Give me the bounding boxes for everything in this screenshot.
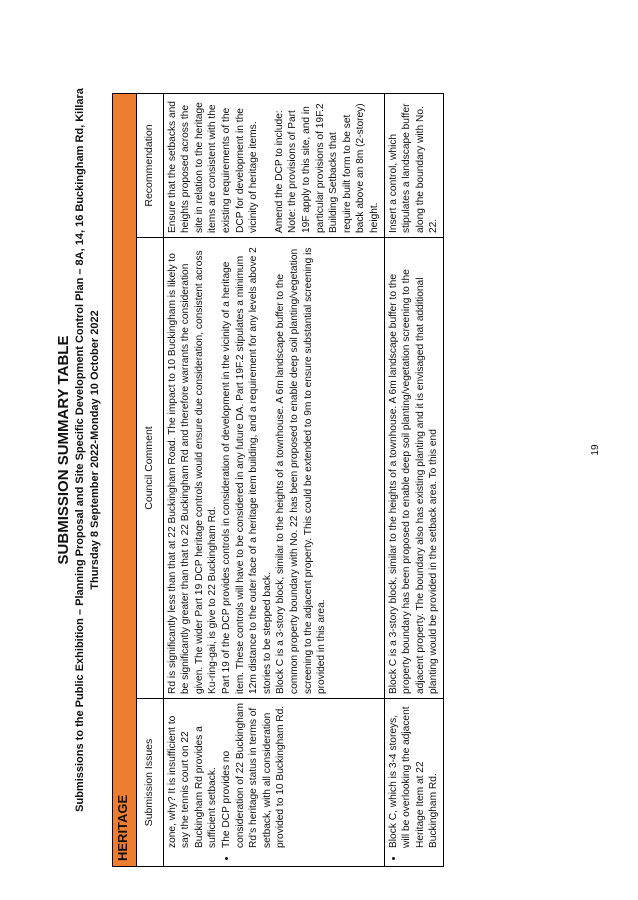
- exhibition-dates: Thursday 8 September 2022-Monday 10 October 2022: [89, 310, 101, 590]
- comment-cell: [384, 238, 443, 699]
- comment-paragraph: Block C is a 3-story block, similar to the heights of a townhouse. A 6m landscape buffer to the property boundary has been proposed to enable deep soil planting/vegetation screening to the adjacent property. The boundary also has existing planting and it is envisaged that additional planting would be provided in the setback area. To this end: [387, 269, 440, 694]
- page-title: SUBMISSION SUMMARY TABLE: [55, 335, 72, 565]
- recommendation-paragraph: Amend the DCP to include:: [273, 110, 285, 233]
- recommendation-cell: [163, 93, 384, 237]
- issue-cell: [163, 699, 384, 867]
- recommendation-paragraph: Ensure that the setbacks and heights proposed across the site in relation to the heritage items are consistent with the existing requirements of the DCP for development in the vicinity of heritage items.: [166, 101, 260, 233]
- submission-table: [112, 93, 444, 867]
- recommendation-paragraph: Note: the provisions of Part 19F apply to this site, and in particular provisions of 19F.2 Building Setbacks that require built form to be set back above an 8m (2-storey) height.: [287, 103, 380, 233]
- issue-bullet: • The DCP provides no consideration of 22 Buckingham Rd’s heritage status in terms of setback, with all consideration provided to 10 Buckingham Rd.: [220, 703, 288, 848]
- section-heading: HERITAGE: [113, 93, 137, 866]
- recommendation-paragraph: Insert a control, which stipulates a landscape buffer along the boundary with No. 22.: [387, 103, 440, 233]
- section-row: [113, 93, 137, 866]
- col-council-comment: Council Comment: [137, 238, 164, 699]
- issue-cell: [384, 699, 443, 867]
- col-recommendation: Recommendation: [137, 93, 164, 237]
- col-submission-issues: Submission Issues: [137, 699, 164, 867]
- header-row: [137, 93, 164, 866]
- page-number: 19: [590, 444, 601, 456]
- comment-cell: [163, 238, 384, 699]
- comment-paragraph: Block C is a 3-story block, similar to the heights of a townhouse. A 6m landscape buffer to the common property boundary with No. 22 has been proposed to enable deep soil planting/vegetation screening to the adjacent property. This could be extended to 9m to ensure substantial screening is provided in this area.: [275, 247, 328, 694]
- page-subtitle: Submissions to the Public Exhibition – Planning Proposal and Site Specific Development Control Plan – 8A, 14, 16 Buckingham Rd, Killara: [74, 88, 86, 812]
- table-row: [384, 93, 443, 866]
- comment-paragraph: Rd is significantly less than that at 22 Buckingham Road. The impact to 10 Buckingham is likely to be significantly greater than that to 22 Buckingham Rd and therefore warrants the consideration given. The wider Part 19 DCP heritage controls would ensure due consideration, consistent across Ku-ring-gai, is give to 22 Buckingham Rd.: [166, 250, 219, 694]
- comment-paragraph: Part 19 of the DCP provides controls in consideration of development in the vicinity of a heritage item. These controls will have to be considered in any future DA. Part 19F.2 stipulates a minimum 12m distance to the outer face of a heritage item building, and a requirement for any levels above 2 stories to be stepped back.: [220, 247, 273, 694]
- issue-bullet: • Block C, which is 3-4 storeys, will be overlooking the adjacent Heritage Item at 22 Buckingham Rd.: [387, 703, 441, 848]
- issue-list: [387, 703, 441, 862]
- issue-list: [220, 703, 288, 862]
- table-row: [163, 93, 384, 866]
- issue-continued-text: zone, why? It is insufficient to say the tennis court on 22 Buckingham Rd provides a sufficient setback.: [166, 715, 219, 848]
- recommendation-cell: [384, 93, 443, 237]
